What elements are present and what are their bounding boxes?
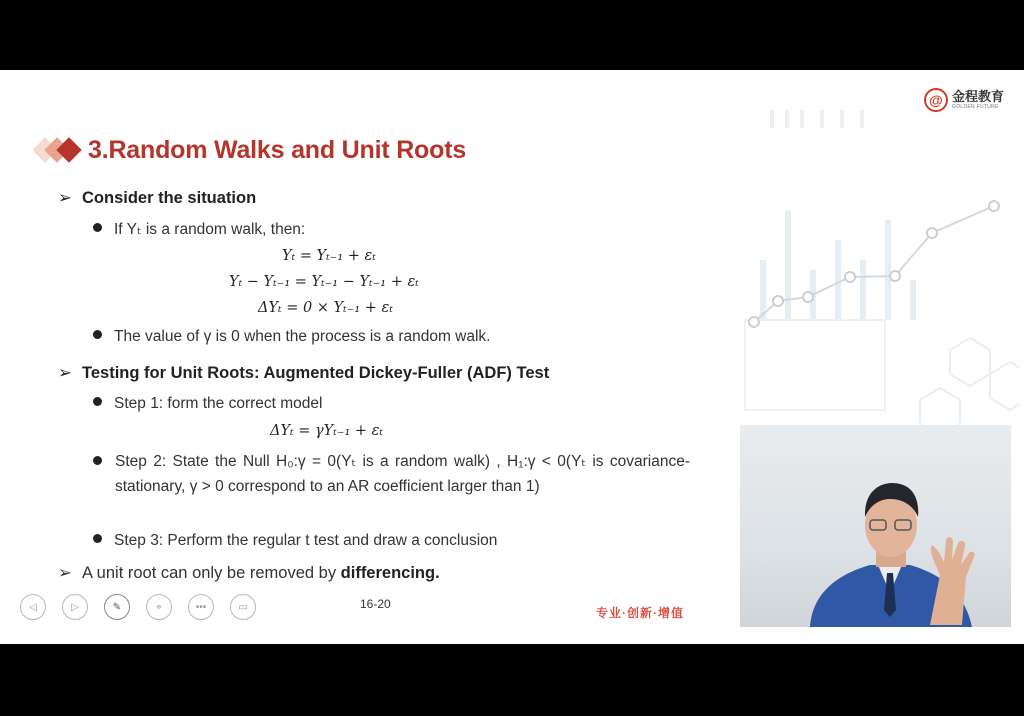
arrow-bullet-icon: ➢ (58, 364, 72, 382)
bullet-dot-icon (93, 223, 102, 232)
pen-icon[interactable]: ✎ (104, 594, 130, 620)
arrow-bullet-icon: ➢ (58, 564, 72, 582)
presenter-video (740, 425, 1011, 627)
bullet-item: The value of γ is 0 when the process is a random walk. (93, 328, 491, 346)
slogan: 专业·创新·增值 (596, 606, 684, 620)
logo-name: 金程教育 (952, 89, 1005, 104)
bullet-paragraph: Step 2: State the Null H₀:γ = 0(Yₜ is a random walk) , H₁:γ < 0(Yₜ is covariance-stationary, γ > 0 correspond to an AR coefficient larger than 1) (115, 453, 690, 495)
logo-icon: @ (924, 88, 948, 112)
logo-subtitle: GOLDEN FUTURE (952, 104, 999, 110)
bullet-dot-icon (93, 456, 102, 465)
section-heading: ➢ Consider the situation (58, 189, 257, 207)
brand-logo (924, 88, 1004, 112)
section-heading: ➢ A unit root can only be removed by differencing. (58, 564, 440, 582)
bullet-dot-icon (93, 330, 102, 339)
diamond-icon (34, 134, 84, 166)
bullet-item: Step 3: Perform the regular t test and draw a conclusion (93, 532, 497, 550)
equation: Yₜ − Yₜ₋₁ = Yₜ₋₁ − Yₜ₋₁ + εₜ (229, 274, 419, 290)
page-number: 16-20 (360, 597, 391, 611)
slide-title: 3.Random Walks and Unit Roots (88, 135, 467, 164)
slideshow-controls (20, 594, 256, 620)
bullet-item: If Yₜ is a random walk, then: (93, 220, 305, 239)
equation: ΔYₜ = γYₜ₋₁ + εₜ (270, 423, 383, 439)
slide-content (0, 70, 740, 644)
next-icon[interactable]: ▷ (62, 594, 88, 620)
slide (0, 70, 1024, 644)
prev-icon[interactable]: ◁ (20, 594, 46, 620)
presenter-figure (740, 425, 1011, 627)
slide-title-block (34, 134, 466, 166)
more-icon[interactable]: ••• (188, 594, 214, 620)
bullet-item: Step 1: form the correct model (93, 395, 322, 413)
equation: Yₜ = Yₜ₋₁ + εₜ (282, 248, 376, 264)
equation: ΔYₜ = 0 × Yₜ₋₁ + εₜ (258, 300, 393, 316)
section-heading: ➢ Testing for Unit Roots: Augmented Dickey-Fuller (ADF) Test (58, 364, 550, 382)
bullet-dot-icon (93, 534, 102, 543)
pointer-icon[interactable]: ⌖ (146, 594, 172, 620)
arrow-bullet-icon: ➢ (58, 189, 72, 207)
bullet-dot-icon (93, 397, 102, 406)
screen-icon[interactable]: ▭ (230, 594, 256, 620)
